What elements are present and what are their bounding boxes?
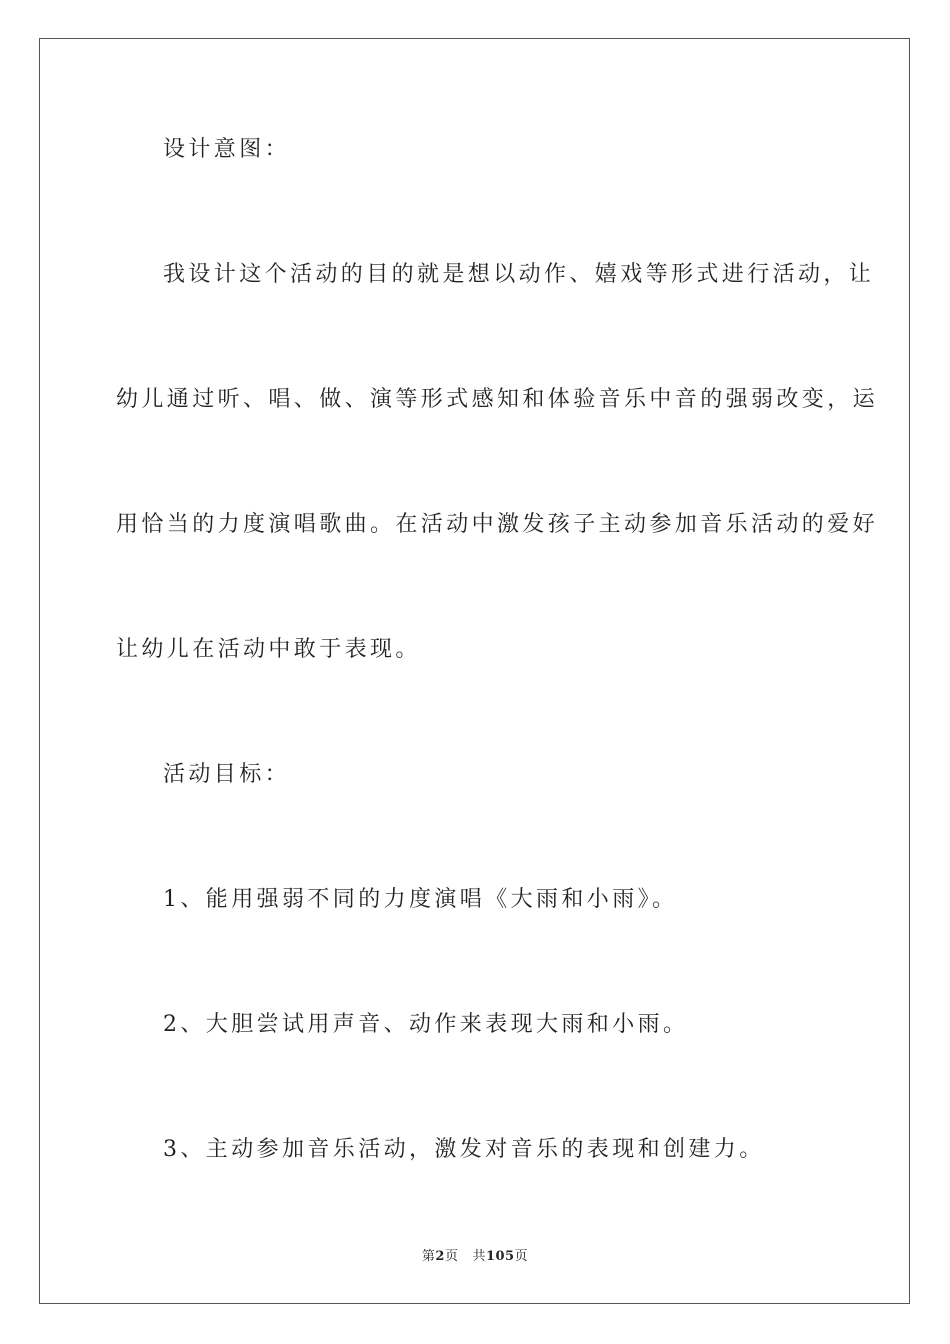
body-line-4: 让幼儿在活动中敢于表现。 (116, 637, 421, 662)
heading-design-intent: 设计意图： (163, 137, 291, 162)
page-number: 2 (435, 1249, 445, 1264)
page-prefix: 第 (421, 1249, 436, 1264)
page-footer (0, 1248, 950, 1266)
body-line-1: 我设计这个活动的目的就是想以动作、嬉戏等形式进行活动，让 (163, 262, 875, 287)
body-line-3: 用恰当的力度演唱歌曲。在活动中激发孩子主动参加音乐活动的爱好 (116, 512, 879, 537)
goal-item-3: 3、主动参加音乐活动，激发对音乐的表现和创建力。 (163, 1137, 765, 1162)
page-border (39, 38, 910, 1304)
total-suffix: 页 (514, 1249, 529, 1264)
page-suffix: 页 (444, 1249, 459, 1264)
total-prefix: 共 (472, 1249, 486, 1264)
goal-item-1: 1、能用强弱不同的力度演唱《大雨和小雨》。 (163, 887, 678, 912)
body-line-2: 幼儿通过听、唱、做、演等形式感知和体验音乐中音的强弱改变，运 (116, 387, 879, 412)
total-pages: 105 (485, 1249, 515, 1264)
heading-activity-goals: 活动目标： (163, 762, 291, 787)
goal-item-2: 2、大胆尝试用声音、动作来表现大雨和小雨。 (163, 1012, 689, 1037)
